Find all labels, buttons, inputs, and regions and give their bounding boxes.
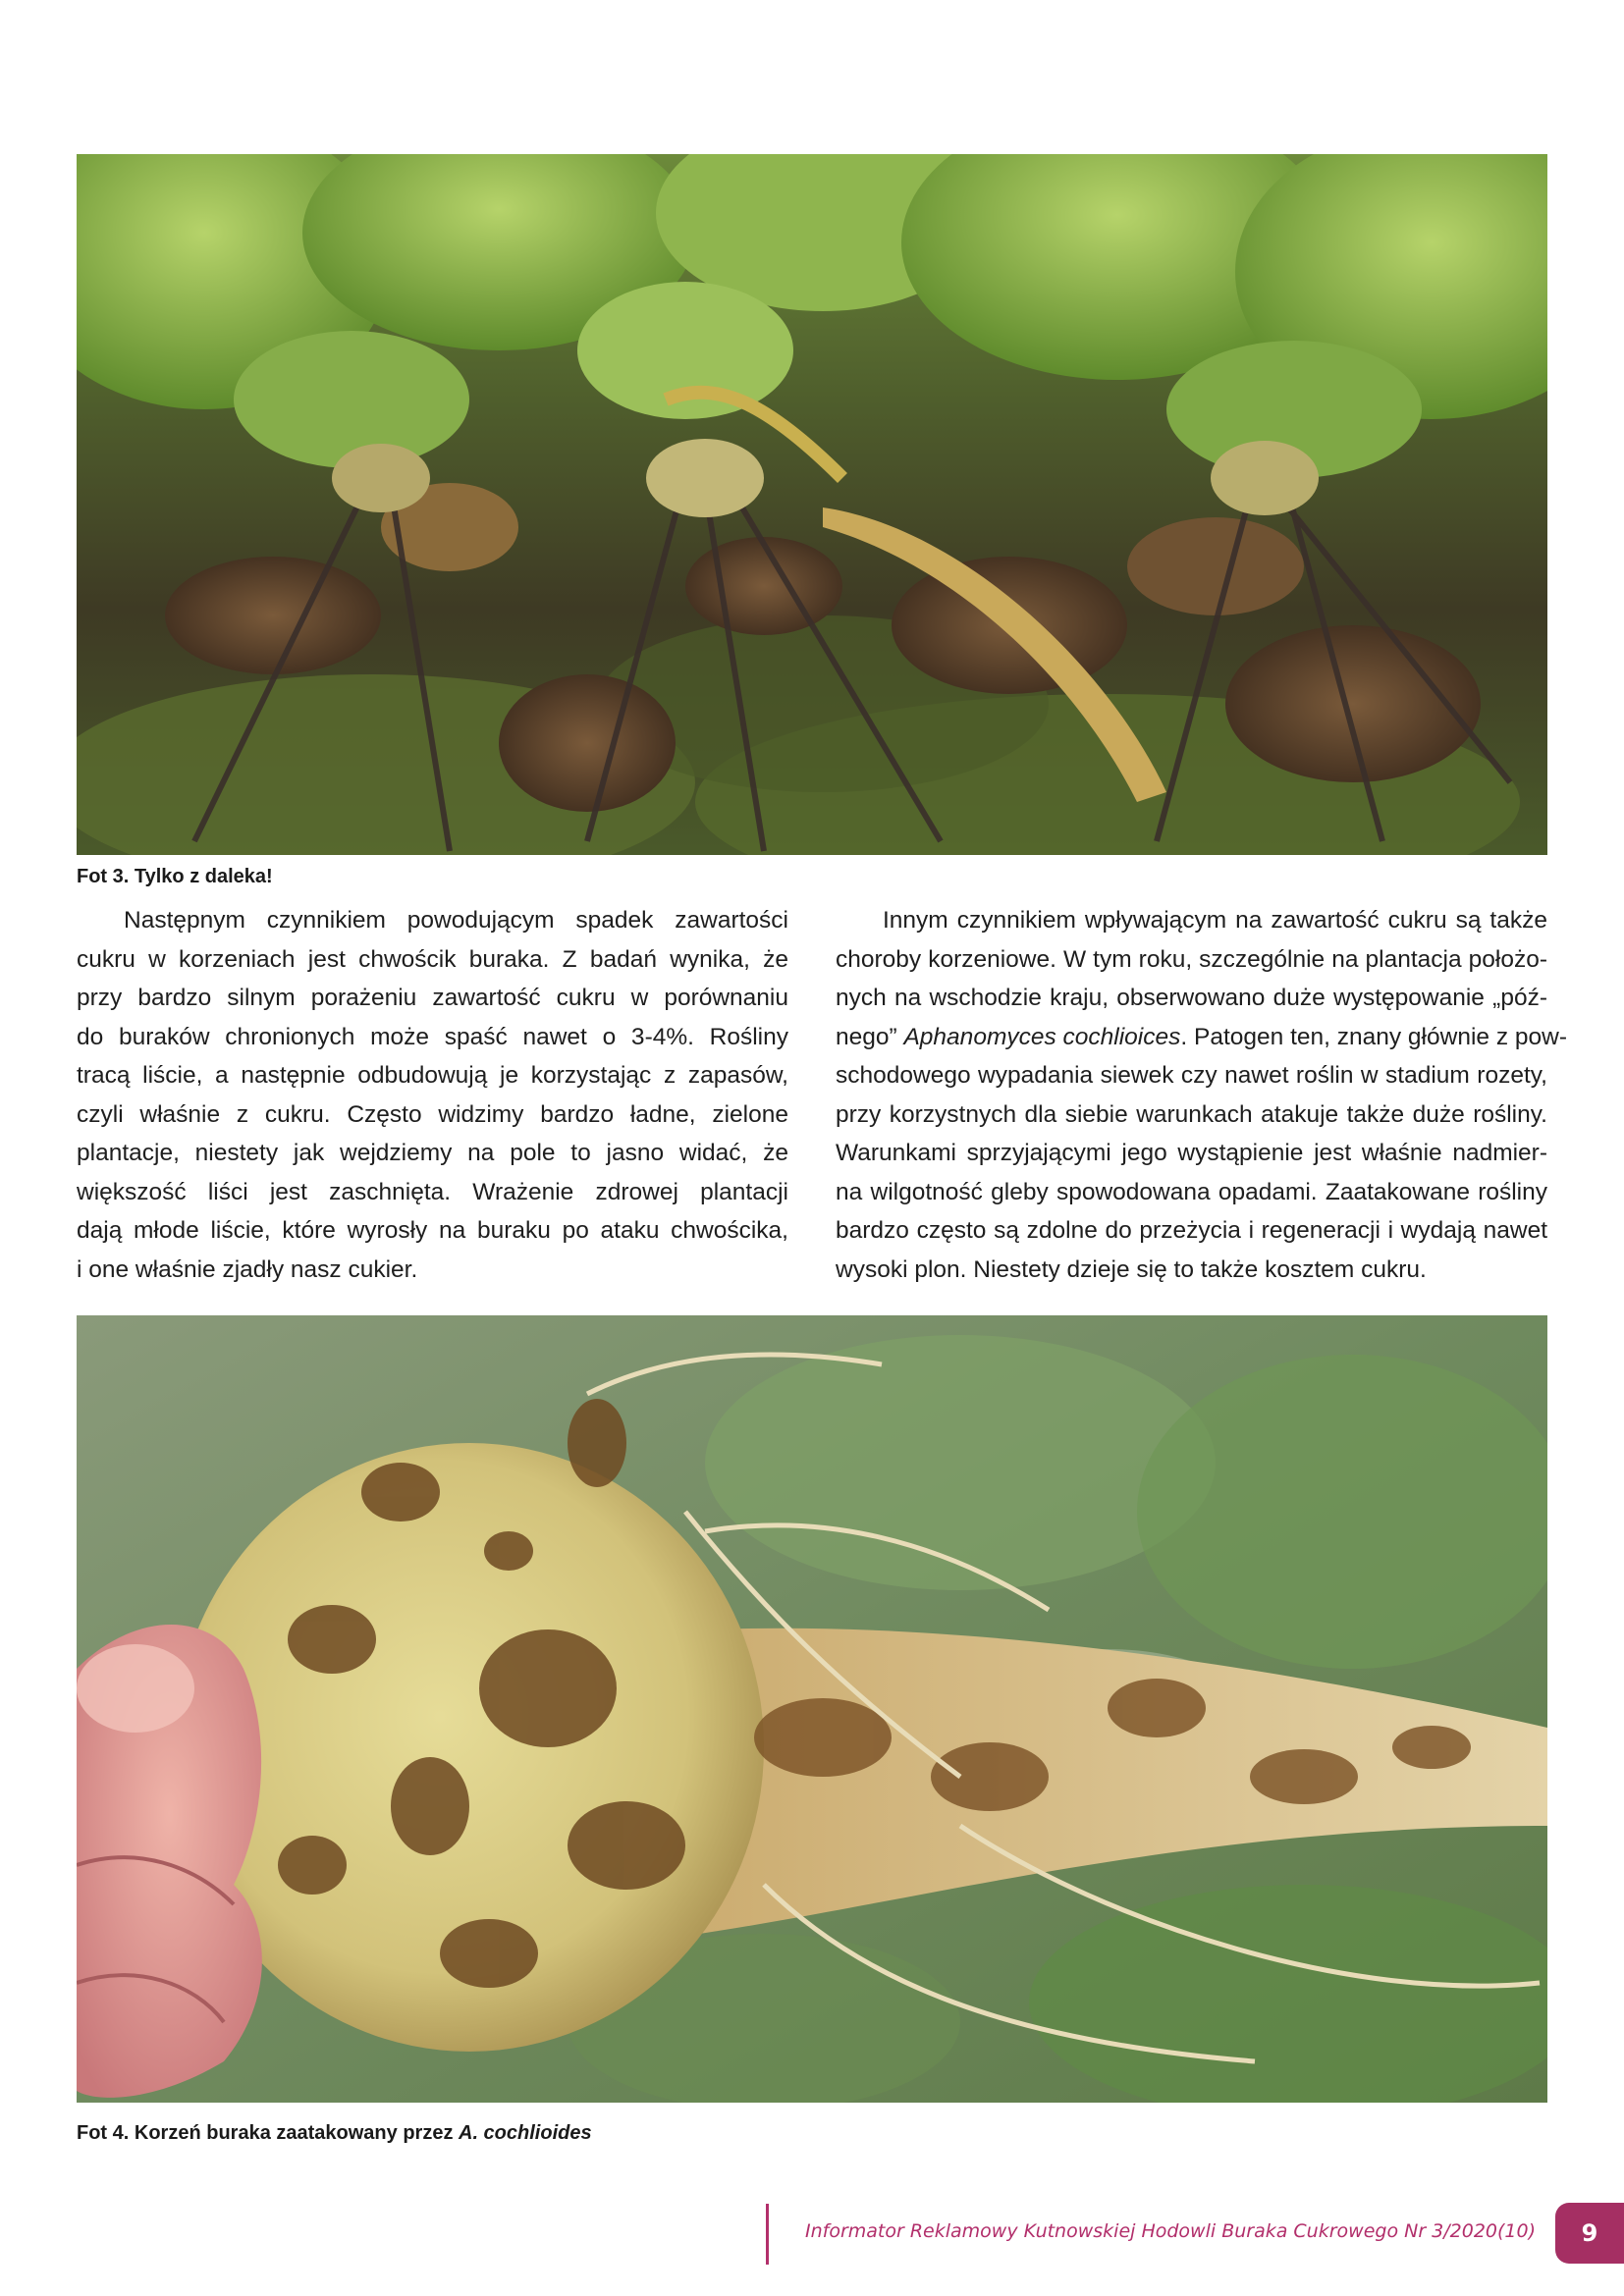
text-line: Następnym czynnikiem powodującym spadek zawartości <box>124 907 788 934</box>
photo-caption-bottom: Fot 4. Korzeń buraka zaatakowany przez A. cochlioides <box>77 2122 592 2144</box>
text-line: i one właśnie zjadły nasz cukier. <box>77 1255 418 1283</box>
text-line: przy bardzo silnym porażeniu zawartość cukru w porównaniu <box>77 985 788 1011</box>
text-line: nego” Aphanomyces cochlioices. Patogen ten, znany głównie z pow- <box>836 1023 1567 1050</box>
article-column-right <box>836 901 1567 1289</box>
species-abbrev: A. cochlioides <box>459 2122 592 2144</box>
text-line: do buraków chronionych może spaść nawet o 3-4%. Rośliny <box>77 1023 788 1050</box>
page-number: 9 <box>1555 2203 1624 2264</box>
photo-caption-top: Fot 3. Tylko z daleka! <box>77 866 273 887</box>
text-line: większość liści jest zaschnięta. Wrażenie zdrowej plantacji <box>77 1178 788 1205</box>
text-line: schodowego wypadania siewek czy nawet roślin w stadium rozety, <box>836 1062 1547 1089</box>
beet-field-illustration <box>77 154 1547 855</box>
text-line: na wilgotność gleby spowodowana opadami. Zaatakowane rośliny <box>836 1178 1547 1205</box>
species-name: Aphanomyces cochlioices <box>903 1023 1181 1050</box>
text-line: przy korzystnych dla siebie warunkach atakuje także duże rośliny. <box>836 1100 1547 1128</box>
text-line: cukru w korzeniach jest chwościk buraka. Z badań wynika, że <box>77 945 788 973</box>
text-line: Innym czynnikiem wpływającym na zawartość cukru są także <box>883 907 1547 934</box>
photo-infected-beet-root <box>77 1315 1547 2103</box>
text-line: plantacje, niestety jak wejdziemy na pole to jasno widać, że <box>77 1140 788 1166</box>
article-column-left <box>77 901 788 1289</box>
footer-divider <box>766 2204 769 2265</box>
text-line: Warunkami sprzyjającymi jego wystąpienie jest właśnie nadmier- <box>836 1140 1547 1166</box>
text-line: tracą liście, a następnie odbudowują je korzystając z zapasów, <box>77 1062 788 1089</box>
text-line: dają młode liście, które wyrosły na buraku po ataku chwościka, <box>77 1217 788 1244</box>
text-line: nych na wschodzie kraju, obserwowano duże występowanie „póź- <box>836 985 1547 1011</box>
text-line: wysoki plon. Niestety dzieje się to także kosztem cukru. <box>836 1255 1427 1283</box>
text-line: choroby korzeniowe. W tym roku, szczególnie na plantacja położo- <box>836 945 1547 973</box>
beet-root-illustration <box>77 1315 1547 2103</box>
text-line: bardzo często są zdolne do przeżycia i regeneracji i wydają nawet <box>836 1217 1547 1244</box>
publication-title: Informator Reklamowy Kutnowskiej Hodowli Buraka Cukrowego Nr 3/2020(10) <box>805 2220 1537 2242</box>
text-line: czyli właśnie z cukru. Często widzimy bardzo ładne, zielone <box>77 1100 788 1128</box>
photo-beet-field <box>77 154 1547 855</box>
